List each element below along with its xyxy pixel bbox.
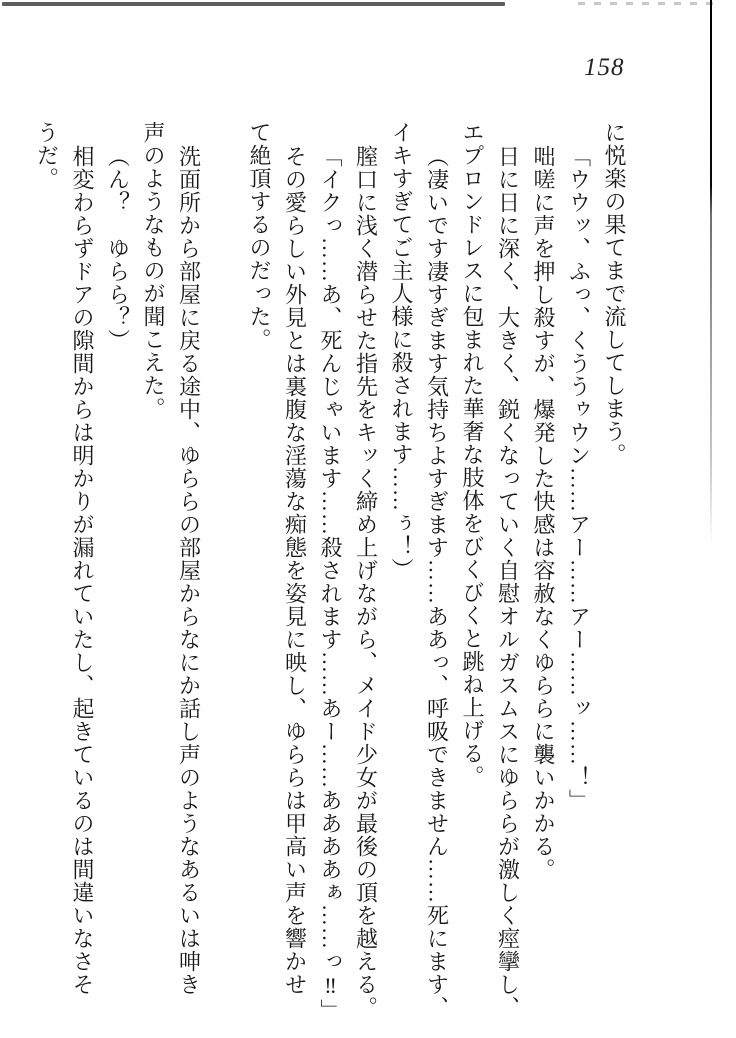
text-column: に悦楽の果てまで流してしまう。	[602, 121, 627, 466]
vertical-text-block	[29, 121, 632, 1023]
text-column: エプロンドレスに包まれた華奢な肢体をびくびくと跳ね上げる。	[460, 121, 485, 788]
text-column: 膣口に浅く潜らせた指先をキッく締め上げながら、メイド少女が最後の頂を越える。	[353, 145, 379, 1019]
text-column: 「イクっ……あ、死んじゃいます……殺されます……あー……ああああぁ……っ‼」	[318, 145, 343, 1022]
text-column: 声のようなものが聞こえた。	[141, 121, 166, 420]
text-column: （凄いです凄すぎます気持ちよすぎます……ああっ、呼吸できません……死にます、	[424, 145, 450, 1019]
page-number: 158	[584, 54, 625, 81]
text-column: 日に日に深く、大きく、鋭くなっていく自慰オルガスムスにゆららが激しく痙攣し、	[495, 145, 521, 1019]
text-column: イキすぎてご主人様に殺されます……ぅ！）	[389, 121, 414, 581]
page-edge-line	[710, 0, 712, 545]
text-column: 咄嗟に声を押し殺すが、爆発した快感は容赦なくゆららに襲いかかる。	[531, 145, 556, 881]
text-column: うだ。	[34, 121, 60, 190]
text-column: （ん？ ゆらら？）	[105, 145, 131, 352]
text-column: その愛らしい外見とは裏腹な淫蕩な痴態を姿見に映し、ゆららは甲高い声を響かせ	[282, 145, 308, 996]
text-column: 「ウウッ、ふっ、くううゥウン……アー……アー……ッ……！」	[566, 145, 592, 812]
text-column: て絶頂するのだった。	[247, 121, 272, 351]
scan-artifact-top	[2, 2, 505, 6]
scene-break-gap	[207, 121, 242, 1023]
scan-artifact-top-faint	[578, 2, 714, 5]
text-column: 相変わらずドアの隙間からは明かりが漏れていたし、起きているのは間違いなさそ	[70, 145, 95, 996]
text-column: 洗面所から部屋に戻る途中、ゆららの部屋からなにか話し声のようなあるいは呻き	[176, 145, 202, 996]
